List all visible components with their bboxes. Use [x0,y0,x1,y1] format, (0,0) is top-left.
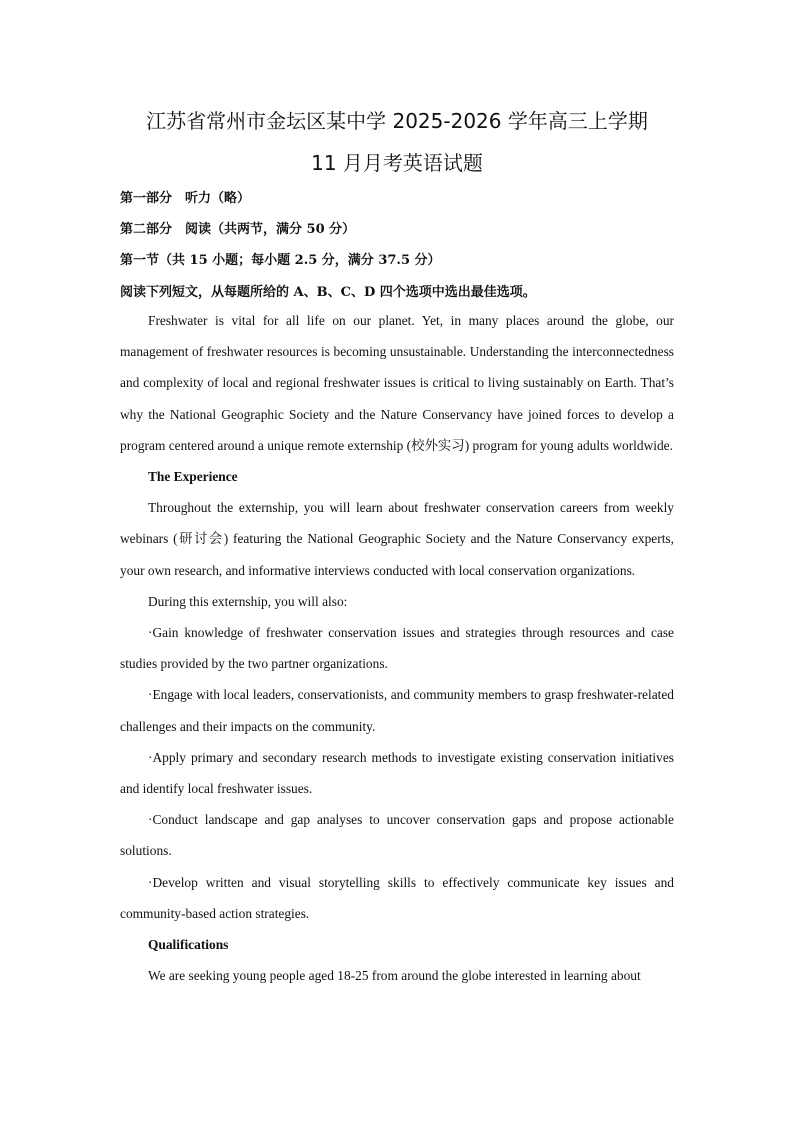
qualifications-paragraph: We are seeking young people aged 18-25 from around the globe interested in learning about [148,968,641,984]
during-paragraph: During this externship, you will also: [148,593,348,609]
bullet-item: ·Apply primary and secondary research methods to investigate existing conservation initiatives and identify local freshwater issues. [120,749,674,797]
part-two-heading: 第二部分 阅读（共两节，满分 50 分） [120,222,356,237]
passage-body [120,305,674,991]
document-title-line-1: 江苏省常州市金坛区某中学 2025-2026 学年高三上学期 [146,109,648,133]
qualifications-heading: Qualifications [148,937,229,953]
section-one-heading: 第一节（共 15 小题；每小题 2.5 分，满分 37.5 分） [120,253,441,268]
bullet-item: ·Engage with local leaders, conservationists, and community members to grasp freshwater-related challenges and their impacts on the community. [120,687,674,734]
experience-heading: The Experience [148,469,238,485]
reading-instruction: 阅读下列短文，从每题所给的 A、B、C、D 四个选项中选出最佳选项。 [120,285,536,300]
part-one-heading: 第一部分 听力（略） [120,191,251,206]
experience-paragraph: Throughout the externship, you will learn about freshwater conservation careers from weekly webinars (研讨会) featuring the National Geographic Society and the Nature Conservancy experts, your own research, and informative interviews conducted with local conservation organizations. [120,500,674,578]
document-title-line-2: 11 月月考英语试题 [311,151,483,175]
bullet-item: ·Gain knowledge of freshwater conservation issues and strategies through resources and case studies provided by the two partner organizations. [120,625,674,672]
intro-paragraph: Freshwater is vital for all life on our planet. Yet, in many places around the globe, our management of freshwater resources is becoming unsustainable. Understanding the interconnectedness and complexity of local and regional freshwater issues is critical to living sustainably on Earth. That’s why the National Geographic Society and the Nature Conservancy have joined forces to develop a program centered around a unique remote externship (校外实习) program for young adults worldwide. [120,313,674,453]
bullet-item: ·Develop written and visual storytelling skills to effectively communicate key issues and community-based action strategies. [120,874,674,921]
bullet-item: ·Conduct landscape and gap analyses to uncover conservation gaps and propose actionable solutions. [120,812,674,859]
